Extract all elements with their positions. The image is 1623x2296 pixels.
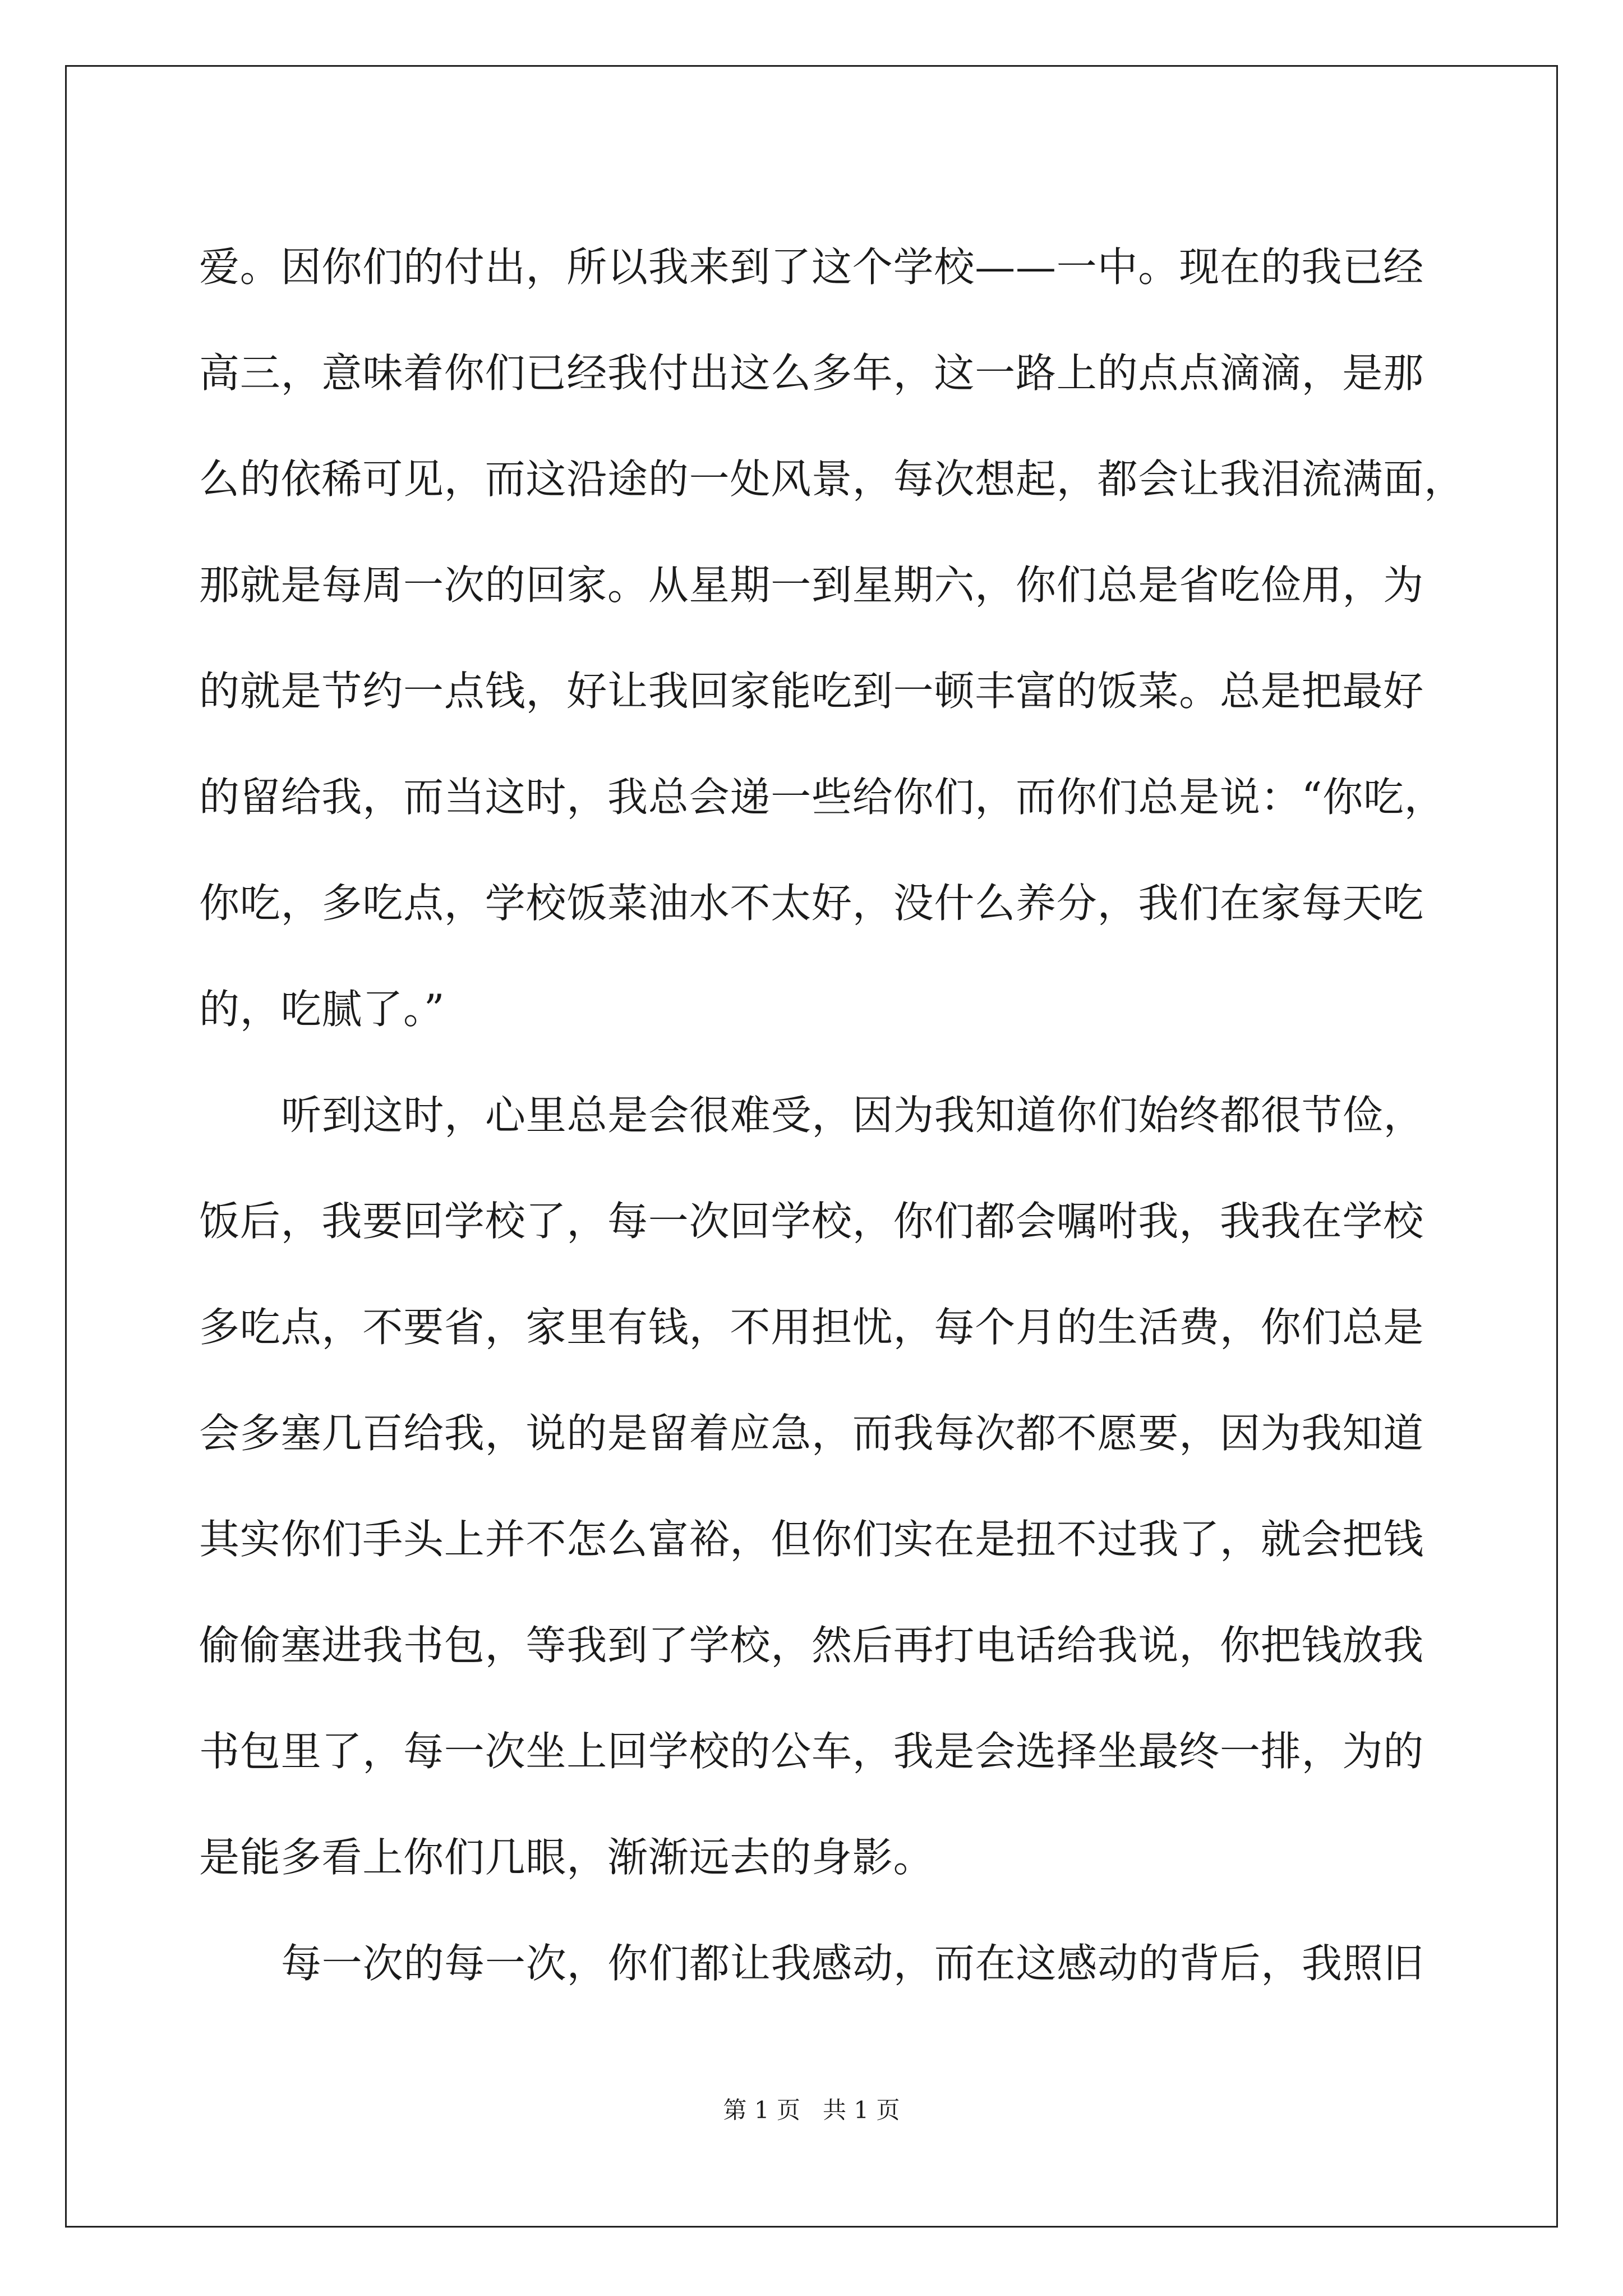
paragraph-start-line: 每一次的每一次，你们都让我感动，而在这感动的背后，我照旧 — [281, 1940, 1424, 1987]
document-body — [199, 214, 1465, 2017]
text-line: 多吃点，不要省，家里有钱，不用担忧，每个月的生活费，你们总是 — [199, 1304, 1424, 1351]
text-line: 其实你们手头上并不怎么富裕，但你们实在是扭不过我了，就会把钱 — [199, 1516, 1424, 1563]
text-line: 偷偷塞进我书包，等我到了学校，然后再打电话给我说，你把钱放我 — [199, 1622, 1424, 1669]
text-line: 饭后，我要回学校了，每一次回学校，你们都会嘱咐我，我我在学校 — [199, 1198, 1424, 1245]
text-line: 你吃，多吃点，学校饭菜油水不太好，没什么养分，我们在家每天吃 — [199, 880, 1424, 927]
text-line: 高三，意味着你们已经我付出这么多年，这一路上的点点滴滴，是那 — [199, 349, 1424, 397]
page-number-footer: 第 1 页 共 1 页 — [723, 2096, 900, 2124]
text-line: 书包里了，每一次坐上回学校的公车，我是会选择坐最终一排，为的 — [199, 1728, 1424, 1775]
text-line: 爱。因你们的付出，所以我来到了这个学校——一中。现在的我已经 — [199, 243, 1424, 291]
paragraph-start-line: 听到这时，心里总是会很难受，因为我知道你们始终都很节俭， — [281, 1092, 1424, 1139]
text-line: 的留给我，而当这时，我总会递一些给你们，而你们总是说：“你吃， — [199, 774, 1445, 821]
text-line: 么的依稀可见，而这沿途的一处风景，每次想起，都会让我泪流满面， — [199, 455, 1465, 503]
text-line: 会多塞几百给我，说的是留着应急，而我每次都不愿要，因为我知道 — [199, 1410, 1424, 1457]
text-line: 的，吃腻了。” — [199, 986, 445, 1033]
text-line: 的就是节约一点钱，好让我回家能吃到一顿丰富的饭菜。总是把最好 — [199, 668, 1424, 715]
text-line: 是能多看上你们几眼，渐渐远去的身影。 — [199, 1834, 934, 1881]
text-line: 那就是每周一次的回家。从星期一到星期六，你们总是省吃俭用，为 — [199, 562, 1424, 609]
